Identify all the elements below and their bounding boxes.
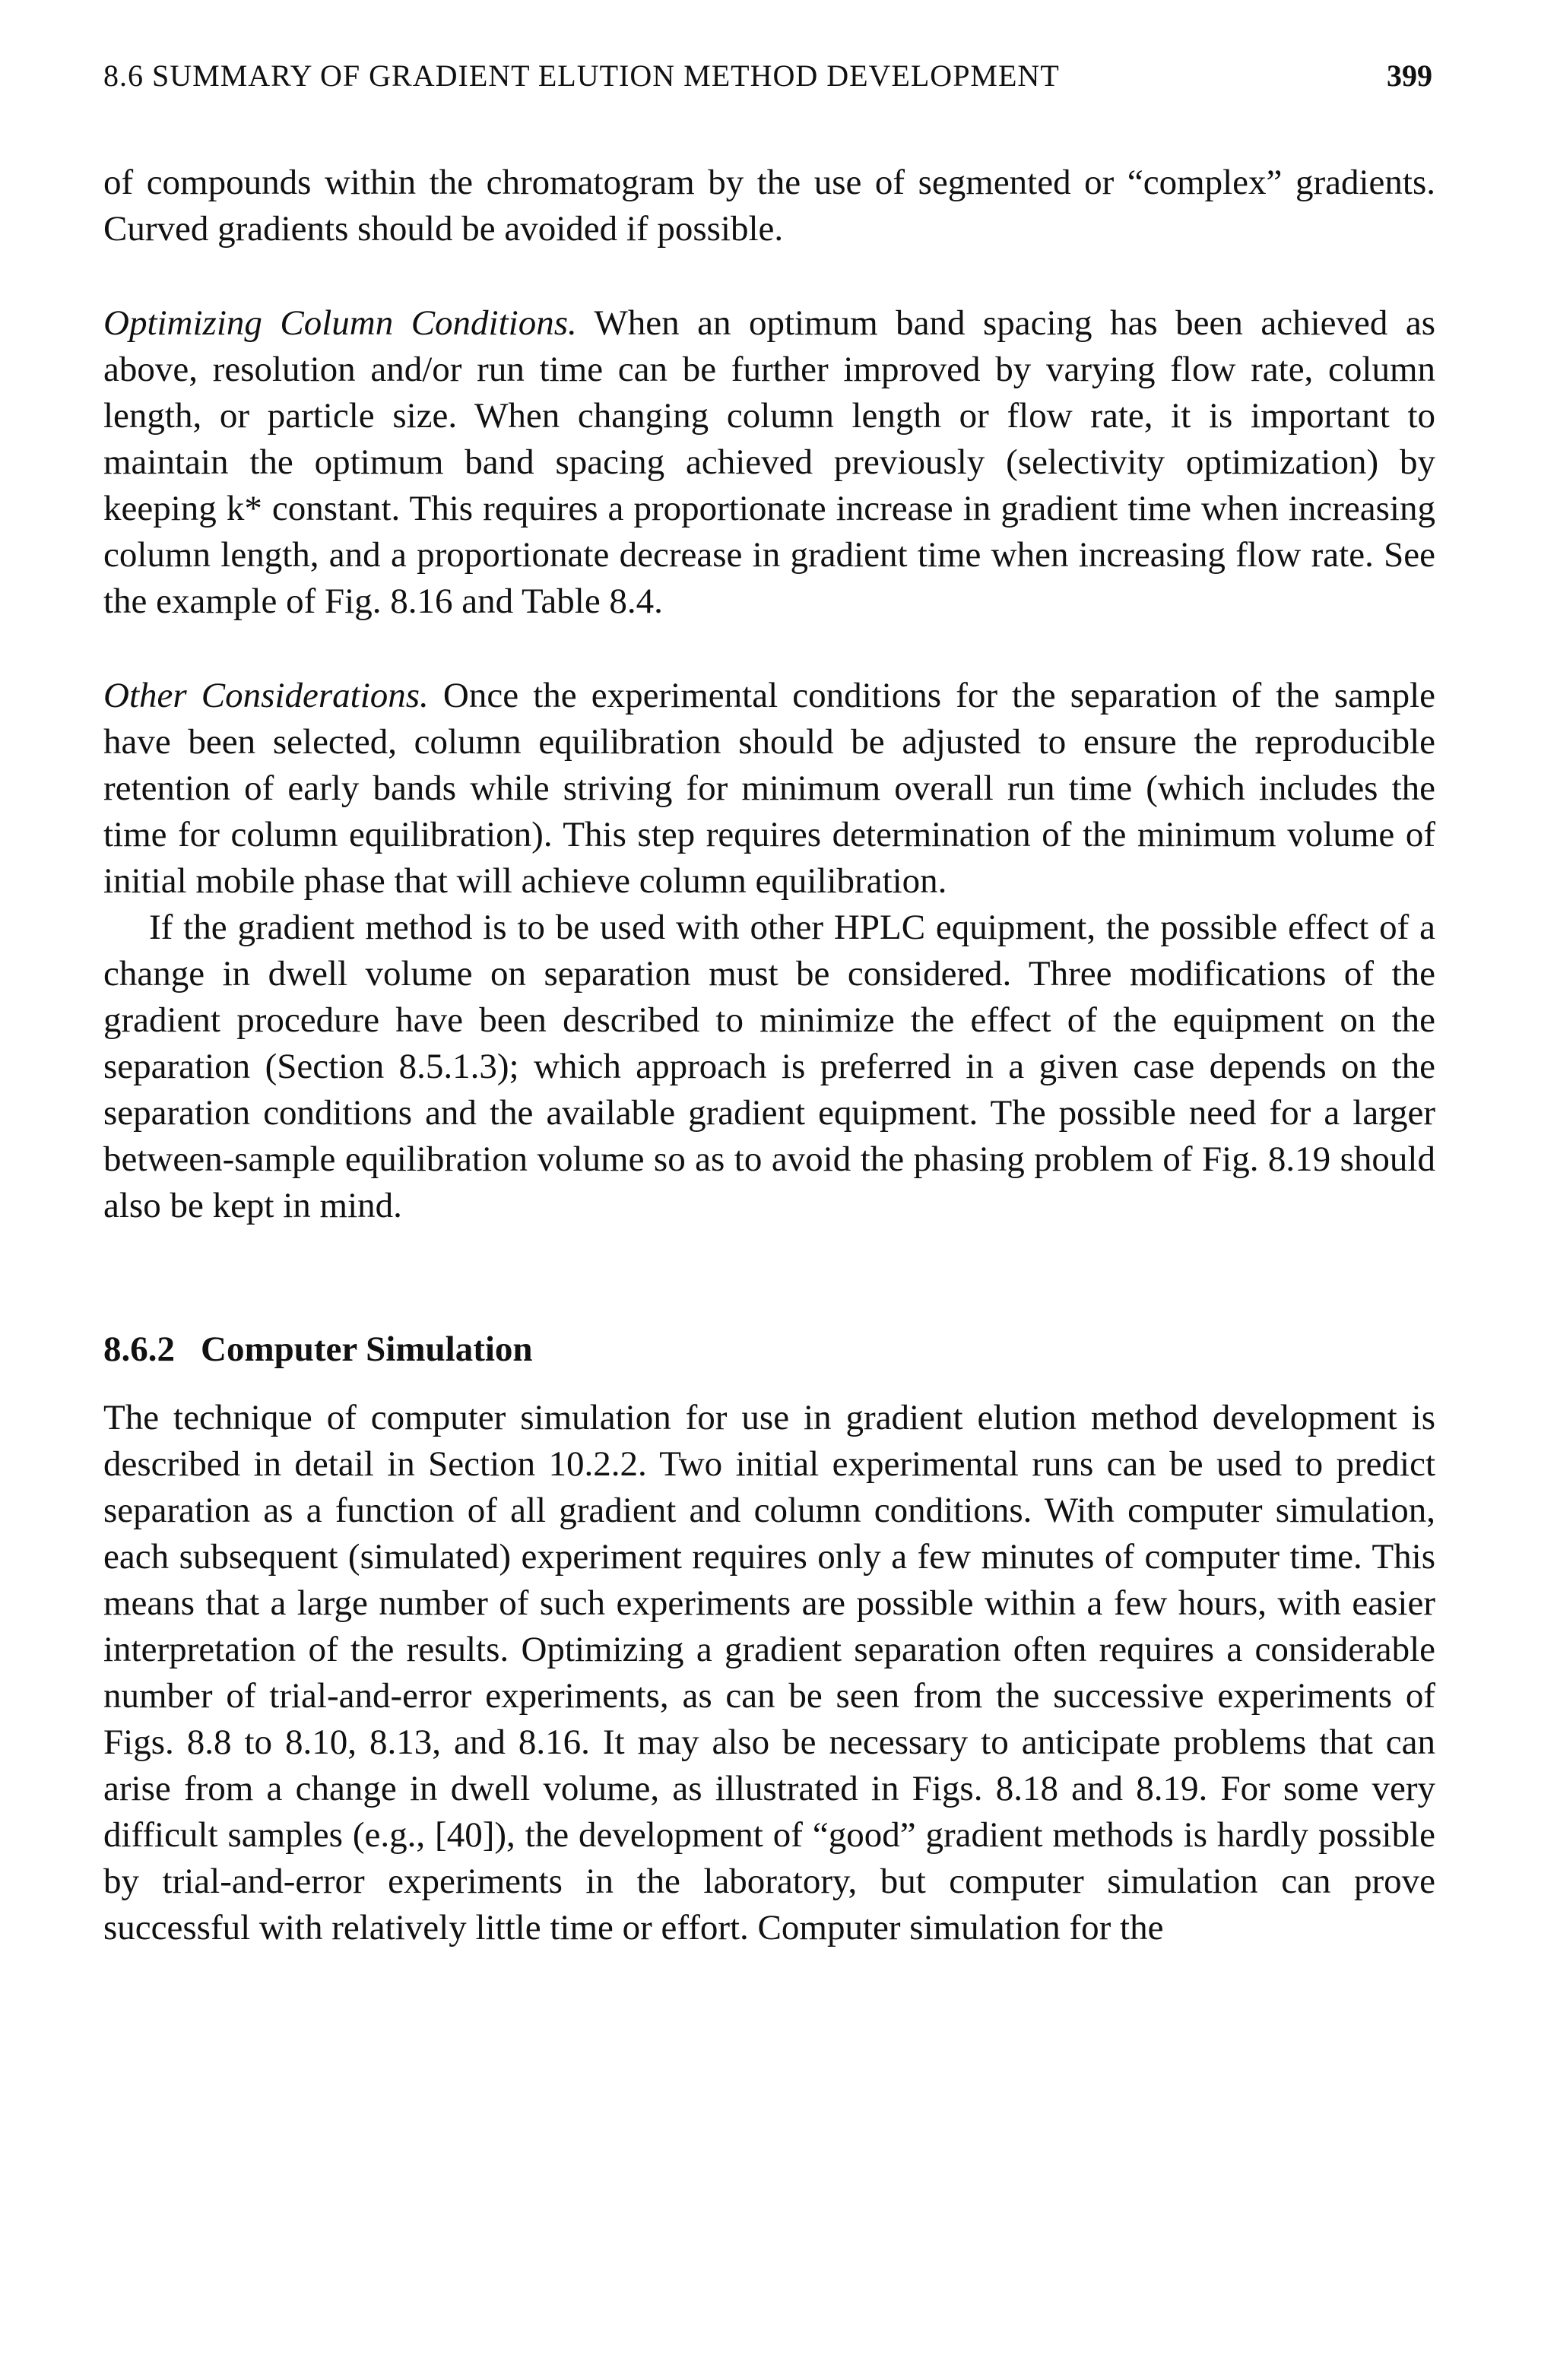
body-text xyxy=(103,160,1435,1951)
paragraph-optimizing-column-conditions xyxy=(103,300,1435,625)
paragraph-continuation xyxy=(103,160,1435,252)
running-head-title: 8.6 SUMMARY OF GRADIENT ELUTION METHOD DEVELOPMENT xyxy=(103,59,1060,93)
paragraph-text: of compounds within the chromatogram by the use of segmented or “complex” gradients. Curved gradients should be avoided if possible. xyxy=(103,163,1435,249)
paragraph-computer-simulation xyxy=(103,1395,1435,1951)
section-number: 8.6.2 xyxy=(103,1329,175,1369)
section-heading xyxy=(103,1326,1435,1372)
running-head xyxy=(103,58,1435,96)
run-in-heading: Other Considerations. xyxy=(103,676,429,715)
section-title: Computer Simulation xyxy=(201,1329,533,1369)
paragraph-hplc-equipment xyxy=(103,905,1435,1229)
paragraph-text: The technique of computer simulation for use in gradient elution method development is described in detail in Section 10.2.2. Two initial experimental runs can be used to predict separation as a function of all gradient and column conditions. With computer simulation, each subsequent (simulated) experiment requires only a few minutes of computer time. This means that a large number of such experiments are possible within a few hours, with easier interpretation of the results. Optimizing a gradient separation often requires a considerable number of trial-and-error experiments, as can be seen from the successive experiments of Figs. 8.8 to 8.10, 8.13, and 8.16. It may also be necessary to anticipate problems that can arise from a change in dwell volume, as illustrated in Figs. 8.18 and 8.19. For some very difficult samples (e.g., [40]), the development of “good” gradient methods is hardly possible by trial-and-error experiments in the laboratory, but computer simulation can prove successful with relatively little time or effort. Computer simulation for the xyxy=(103,1398,1435,1947)
run-in-heading: Optimizing Column Conditions. xyxy=(103,303,577,343)
paragraph-text: Once the experimental conditions for the separation of the sample have been selected, column equilibration should be adjusted to ensure the reproducible retention of early bands while striving for minimum overall run time (which includes the time for column equilibration). This step requires determination of the minimum volume of initial mobile phase that will achieve column equilibration. xyxy=(103,676,1435,901)
page-number: 399 xyxy=(1387,59,1432,93)
book-page xyxy=(103,58,1435,1951)
paragraph-text: If the gradient method is to be used with other HPLC equipment, the possible effect of a change in dwell volume on separation must be considered. Three modifications of the gradient procedure have been described to minimize the effect of the equipment on the separation (Section 8.5.1.3); which approach is preferred in a given case depends on the separation conditions and the available gradient equipment. The possible need for a larger between-sample equilibration volume so as to avoid the phasing problem of Fig. 8.19 should also be kept in mind. xyxy=(103,908,1435,1225)
paragraph-text: When an optimum band spacing has been achieved as above, resolution and/or run time can be further improved by varying flow rate, column length, or particle size. When changing column length or flow rate, it is important to maintain the optimum band spacing achieved previously (selectivity optimization) by keeping k* constant. This requires a proportionate increase in gradient time when increasing column length, and a proportionate decrease in gradient time when increasing flow rate. See the example of Fig. 8.16 and Table 8.4. xyxy=(103,303,1435,621)
paragraph-other-considerations xyxy=(103,673,1435,905)
